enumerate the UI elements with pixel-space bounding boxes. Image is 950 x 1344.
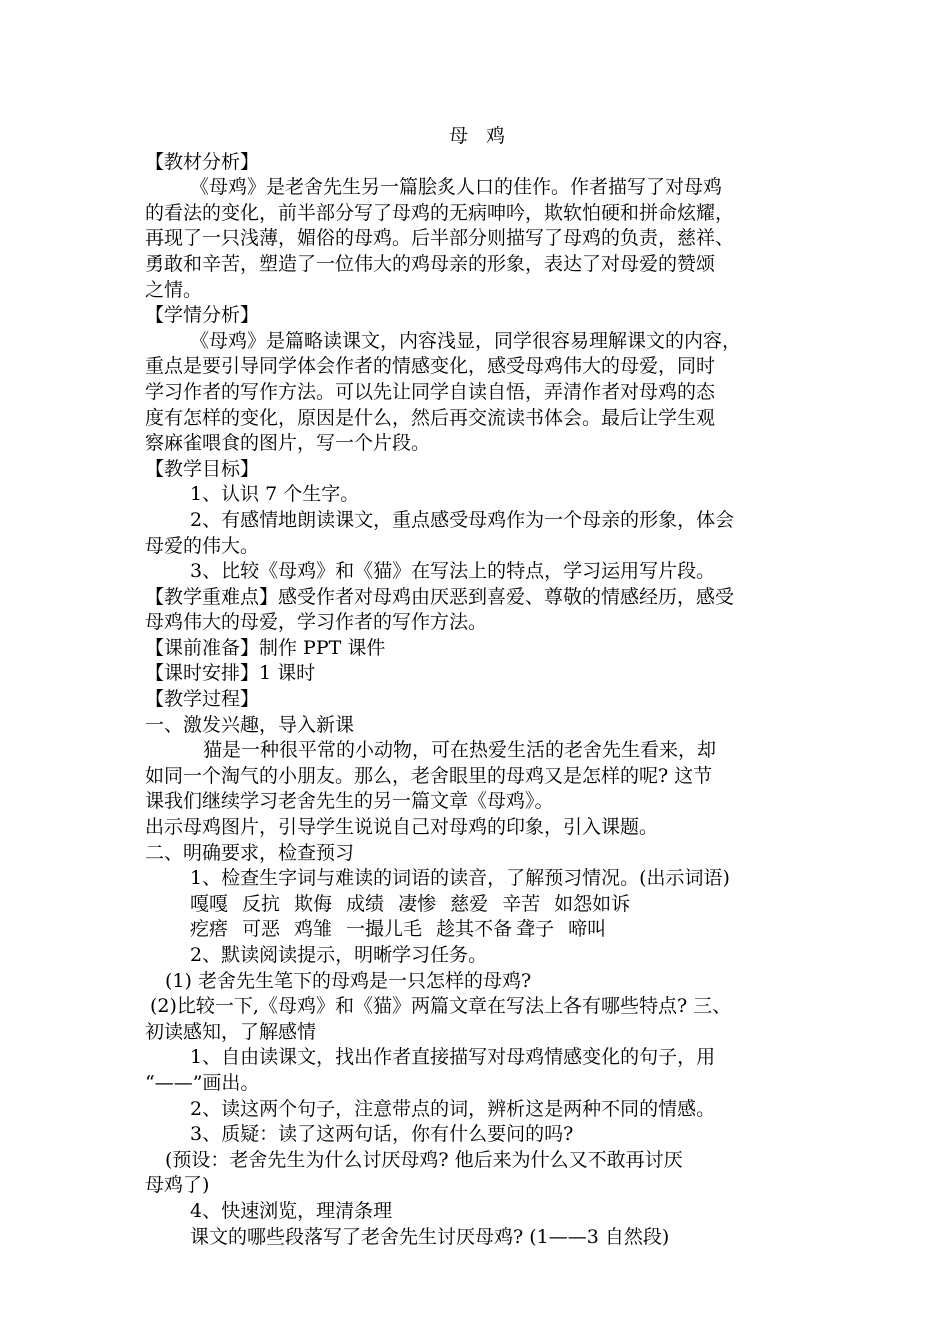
paragraph-line: 4、快速浏览，理清条理 — [190, 1199, 393, 1222]
paragraph-line: 课文的哪些段落写了老舍先生讨厌母鸡? (1——3 自然段) — [190, 1225, 670, 1248]
paragraph-line: “——”画出。 — [145, 1071, 260, 1094]
paragraph-line: 课我们继续学习老舍先生的另一篇文章《母鸡》。 — [145, 790, 554, 813]
vocab-word: 欺侮 — [294, 892, 333, 915]
paragraph-line: 如同一个淘气的小朋友。那么，老舍眼里的母鸡又是怎样的呢? 这节 — [145, 764, 713, 787]
vocab-row — [145, 917, 805, 943]
vocab-word: 趁其不备 — [436, 918, 513, 941]
step-heading: 二、明确要求，检查预习 — [145, 841, 355, 864]
vocab-word: 反抗 — [242, 892, 281, 915]
paragraph-line: (预设：老舍先生为什么讨厌母鸡? 他后来为什么又不敢再讨厌 — [165, 1148, 683, 1171]
step-heading: 一、激发兴趣，导入新课 — [145, 713, 355, 736]
goal-item: 3、比较《母鸡》和《猫》在写法上的特点，学习运用写片段。 — [190, 560, 716, 583]
paragraph-line: 2、读这两个句子，注意带点的词，辨析这是两种不同的情感。 — [190, 1097, 716, 1120]
paragraph-line: 的看法的变化，前半部分写了母鸡的无病呻吟，欺软怕硬和拼命炫耀， — [145, 201, 735, 224]
vocab-word: 成绩 — [346, 892, 385, 915]
vocab-word: 聋子 — [516, 918, 555, 941]
paragraph-line: 母鸡了) — [145, 1174, 210, 1197]
vocab-word: 嘎嘎 — [190, 892, 229, 915]
step-heading: 初读感知，了解感情 — [145, 1020, 317, 1043]
paragraph-line: 3、质疑：读了这两句话，你有什么要问的吗? — [190, 1123, 574, 1146]
paragraph-line: 察麻雀喂食的图片，写一个片段。 — [145, 432, 431, 455]
vocab-word: 凄惨 — [398, 892, 437, 915]
paragraph-line: 学习作者的写作方法。可以先让同学自读自悟，弄清作者对母鸡的态 — [145, 380, 716, 403]
vocab-word: 鸡雏 — [294, 918, 333, 941]
vocab-word: 一撮儿毛 — [346, 918, 423, 941]
vocab-word: 啼叫 — [568, 918, 607, 941]
goal-item: 2、有感情地朗读课文，重点感受母鸡作为一个母亲的形象，体会 — [190, 508, 735, 531]
paragraph-line: 之情。 — [145, 278, 203, 301]
paragraph-line: 母鸡伟大的母爱，学习作者的写作方法。 — [145, 611, 488, 634]
vocab-word: 辛苦 — [502, 892, 541, 915]
paragraph-line: (2)比较一下,《母鸡》和《猫》两篇文章在写法上各有哪些特点? 三、 — [150, 995, 732, 1018]
paragraph-line: 度有怎样的变化，原因是什么，然后再交流读书体会。最后让学生观 — [145, 406, 716, 429]
heading-schedule: 【课时安排】1 课时 — [145, 662, 316, 685]
paragraph-line: 2、默读阅读提示，明晰学习任务。 — [190, 944, 488, 966]
heading-student-analysis: 【学情分析】 — [145, 304, 260, 327]
paragraph-line: 母爱的伟大。 — [145, 534, 260, 557]
paragraph-line: 出示母鸡图片，引导学生说说自己对母鸡的印象，引入课题。 — [145, 816, 659, 839]
vocab-word: 可恶 — [242, 918, 281, 941]
vocab-word: 慈爱 — [450, 892, 489, 915]
vocab-word: 疙瘩 — [190, 918, 229, 941]
paragraph-line: 再现了一只浅薄，媚俗的母鸡。后半部分则描写了母鸡的负责，慈祥、 — [145, 227, 735, 250]
heading-textbook-analysis: 【教材分析】 — [145, 150, 260, 173]
heading-teaching-goals: 【教学目标】 — [145, 457, 260, 480]
paragraph-line: 1、自由读课文，找出作者直接描写对母鸡情感变化的句子，用 — [190, 1046, 716, 1069]
goal-item: 1、认识 7 个生字。 — [190, 483, 360, 506]
paragraph-line: 猫是一种很平常的小动物，可在热爱生活的老舍先生看来，却 — [203, 739, 717, 762]
paragraph-line: 重点是要引导同学体会作者的情感变化，感受母鸡伟大的母爱，同时 — [145, 355, 716, 378]
paragraph-line: 《母鸡》是老舍先生另一篇脍炙人口的佳作。作者描写了对母鸡 — [190, 176, 723, 199]
paragraph-line: 1、检查生字词与难读的词语的读音，了解预习情况。(出示词语) — [190, 867, 730, 890]
heading-preparation: 【课前准备】制作 PPT 课件 — [145, 636, 386, 659]
vocab-word: 如怨如诉 — [554, 892, 631, 915]
paragraph-line: 《母鸡》是篇略读课文，内容浅显，同学很容易理解课文的内容， — [190, 329, 742, 352]
document-title: 母 鸡 — [448, 125, 512, 147]
vocab-row — [145, 892, 805, 918]
heading-teaching-process: 【教学过程】 — [145, 688, 260, 711]
paragraph-line: (1) 老舍先生笔下的母鸡是一只怎样的母鸡? — [165, 969, 532, 992]
paragraph-line: 勇敢和辛苦，塑造了一位伟大的鸡母亲的形象，表达了对母爱的赞颂 — [145, 252, 716, 275]
heading-key-difficulties: 【教学重难点】感受作者对母鸡由厌恶到喜爱、尊敬的情感经历，感受 — [145, 585, 735, 608]
document-page — [145, 124, 805, 1250]
